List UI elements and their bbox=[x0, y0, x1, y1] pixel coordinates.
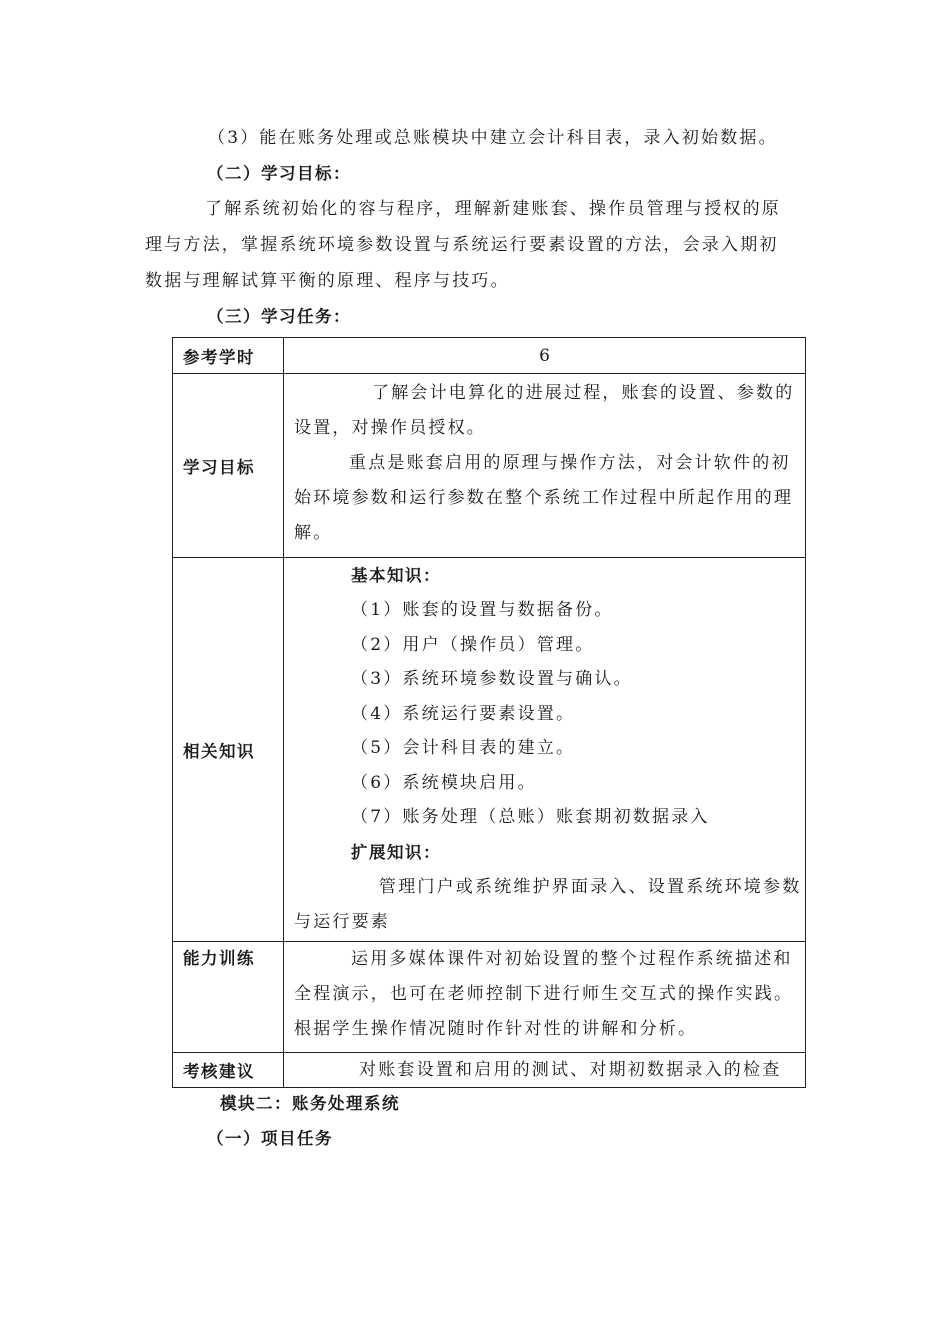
knowledge-item: （3）系统环境参数设置与确认。 bbox=[351, 669, 633, 689]
goals-text-line: 重点是账套启用的原理与操作方法，对会计软件的初 bbox=[349, 453, 791, 473]
table-row-knowledge bbox=[173, 558, 806, 942]
label-assessment: 考核建议 bbox=[173, 1053, 284, 1088]
knowledge-item: （6）系统模块启用。 bbox=[351, 772, 537, 793]
training-text-line: 全程演示，也可在老师控制下进行师生交互式的操作实践。 bbox=[294, 984, 794, 1004]
module-two-heading: 模块二：账务处理系统 bbox=[220, 1094, 400, 1113]
label-related-knowledge: 相关知识 bbox=[173, 558, 284, 942]
knowledge-item: （1）账套的设置与数据备份。 bbox=[351, 600, 614, 620]
table-row-training bbox=[173, 942, 806, 1053]
knowledge-item: （7）账务处理（总账）账套期初数据录入 bbox=[351, 807, 710, 827]
goals-paragraph-line-2: 理与方法，掌握系统环境参数设置与系统运行要素设置的方法，会录入期初 bbox=[145, 235, 779, 255]
label-ability-training bbox=[173, 942, 284, 1053]
extended-knowledge-line: 管理门户或系统维护界面录入、设置系统环境参数 bbox=[379, 876, 802, 897]
table-row-hours bbox=[173, 338, 806, 374]
goals-text-line: 设置，对操作员授权。 bbox=[294, 418, 486, 438]
table-row-goals bbox=[173, 374, 806, 558]
label-reference-hours: 参考学时 bbox=[173, 338, 284, 374]
heading-learning-tasks: （三）学习任务： bbox=[207, 307, 351, 326]
goals-paragraph-line-1: 了解系统初始化的容与程序，理解新建账套、操作员管理与授权的原 bbox=[205, 199, 781, 219]
goals-text-line: 始环境参数和运行参数在整个系统工作过程中所起作用的理 bbox=[294, 488, 794, 508]
training-text-line: 运用多媒体课件对初始设置的整个过程作系统描述和 bbox=[351, 949, 793, 969]
knowledge-item: （4）系统运行要素设置。 bbox=[351, 703, 576, 724]
heading-learning-goals: （二）学习目标： bbox=[207, 164, 351, 183]
assessment-text: 对账套设置和启用的测试、对期初数据录入的检查 bbox=[359, 1060, 782, 1080]
extended-knowledge-heading: 扩展知识： bbox=[351, 842, 441, 862]
intro-line-3: （3）能在账务处理或总账模块中建立会计科目表，录入初始数据。 bbox=[208, 128, 778, 148]
goals-text-line: 了解会计电算化的进展过程，账套的设置、参数的 bbox=[372, 383, 795, 403]
goals-text-line: 解。 bbox=[294, 523, 333, 543]
reference-hours-value: 6 bbox=[539, 345, 550, 366]
training-text-line: 根据学生操作情况随时作针对性的讲解和分析。 bbox=[294, 1019, 698, 1039]
knowledge-item: （5）会计科目表的建立。 bbox=[351, 738, 576, 758]
extended-knowledge-line: 与运行要素 bbox=[294, 911, 390, 932]
project-task-heading: （一）项目任务 bbox=[207, 1129, 333, 1148]
basic-knowledge-heading: 基本知识： bbox=[351, 566, 441, 585]
label-learning-goals: 学习目标 bbox=[173, 374, 284, 558]
label-ability-training-text: 能力训练 bbox=[183, 949, 255, 968]
learning-task-table bbox=[172, 337, 806, 1088]
knowledge-item: （2）用户（操作员）管理。 bbox=[351, 634, 595, 655]
goals-paragraph-line-3: 数据与理解试算平衡的原理、程序与技巧。 bbox=[145, 271, 510, 291]
table-row-assessment bbox=[173, 1053, 806, 1088]
